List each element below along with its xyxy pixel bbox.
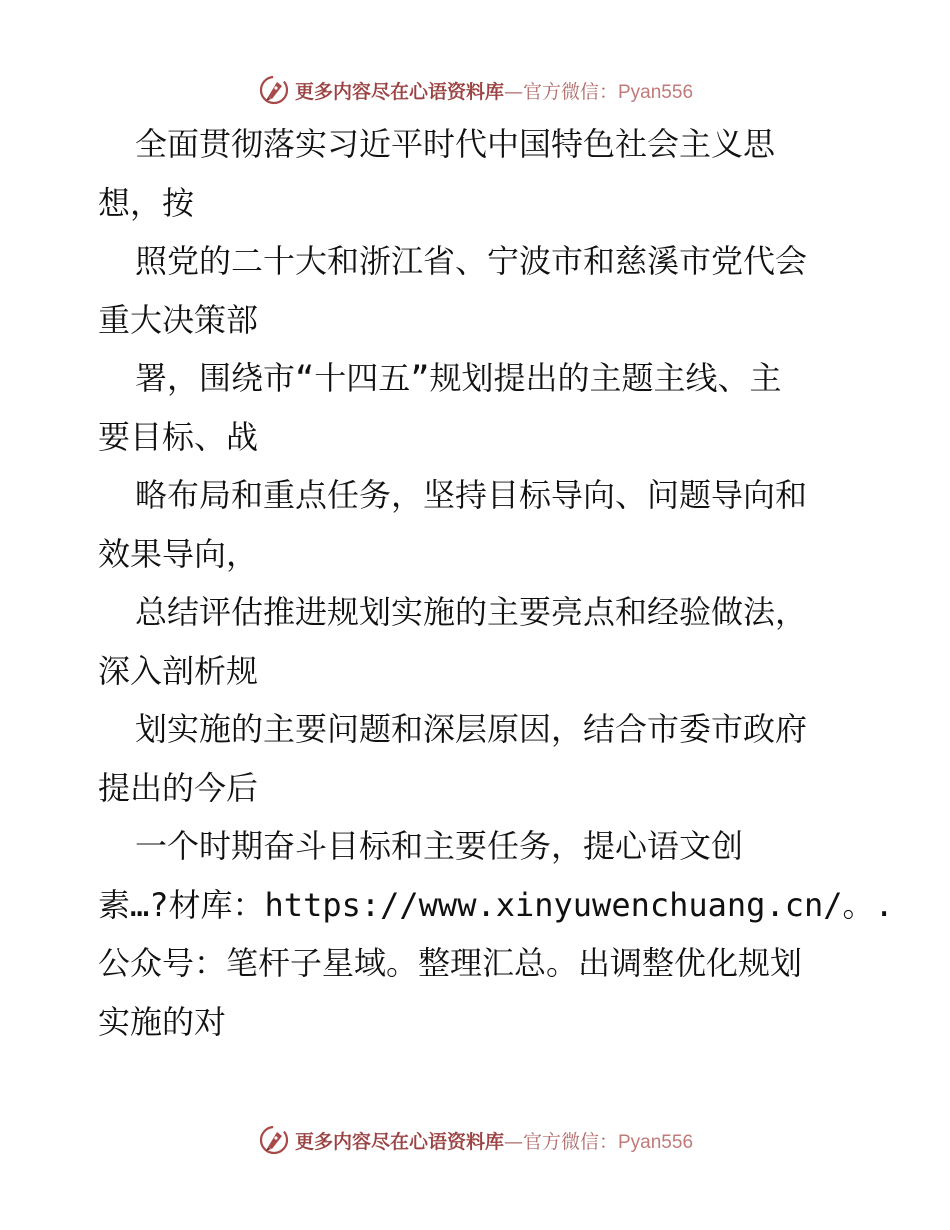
body-line: 照党的二十大和浙江省、宁波市和慈溪市党代会 <box>135 242 808 280</box>
header-watermark-text: 更多内容尽在心语资料库—官方微信：Pyan556 <box>294 80 694 103</box>
body-line: 略布局和重点任务，坚持目标导向、问题导向和 <box>135 476 808 514</box>
body-line: 总结评估推进规划实施的主要亮点和经验做法， <box>135 593 808 631</box>
pen-nib-logo-icon <box>257 1123 291 1157</box>
header-watermark-banner <box>0 70 950 110</box>
body-line: 实施的对 <box>98 1002 227 1041</box>
body-line: 深入剖析规 <box>98 651 259 690</box>
body-line: 想，按 <box>98 183 195 222</box>
body-line: 提出的今后 <box>98 768 259 807</box>
footer-watermark-banner <box>0 1120 950 1160</box>
body-line: 全面贯彻落实习近平时代中国特色社会主义思 <box>135 125 776 163</box>
footer-watermark-text: 更多内容尽在心语资料库—官方微信：Pyan556 <box>294 1130 694 1153</box>
body-line: 重大决策部 <box>98 300 259 339</box>
document-body <box>98 115 894 1051</box>
body-line: 划实施的主要问题和深层原因，结合市委市政府 <box>135 710 808 748</box>
body-line: 公众号：笔杆子星域。整理汇总。出调整优化规划 <box>98 944 803 982</box>
body-line: 素…?材库：https://www.xinyuwenchuang.cn/。. <box>98 885 894 924</box>
body-line: 署，围绕市“十四五”规划提出的主题主线、主 <box>135 359 782 397</box>
body-line: 要目标、战 <box>98 417 259 456</box>
body-line: 效果导向， <box>98 534 259 573</box>
body-line: 一个时期奋斗目标和主要任务，提心语文创 <box>135 827 744 865</box>
pen-nib-logo-icon <box>257 73 291 107</box>
